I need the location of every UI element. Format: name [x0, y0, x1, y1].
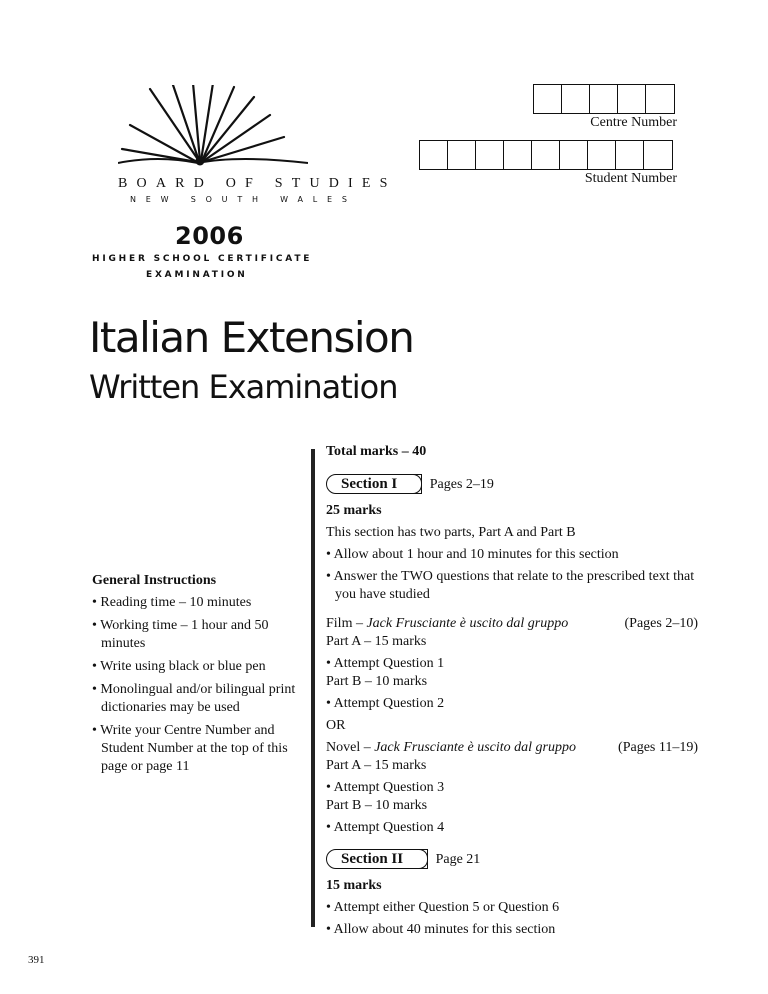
general-instructions-heading: General Instructions [92, 573, 217, 588]
novel-option-row [326, 739, 698, 757]
novel-prefix: Novel – [326, 740, 375, 755]
student-number-cell[interactable] [476, 141, 504, 169]
exam-subtitle: Written Examination [89, 368, 398, 406]
novel-part-b: Part B – 10 marks [326, 798, 428, 813]
section-2-bullet: • Attempt either Question 5 or Question 6 [326, 899, 726, 917]
centre-number-label: Centre Number [590, 115, 677, 130]
student-number-cell[interactable] [448, 141, 476, 169]
section-1-bullet: • Allow about 1 hour and 10 minutes for this section [326, 546, 726, 564]
student-number-cell[interactable] [420, 141, 448, 169]
centre-number-cell[interactable] [562, 85, 590, 113]
film-pages: (Pages 2–10) [624, 616, 698, 631]
novel-option [326, 739, 576, 757]
instruction-item: • Write your Centre Number and Student Number at the top of this page or page 11 [92, 722, 307, 776]
student-number-cell[interactable] [560, 141, 588, 169]
student-number-boxes[interactable] [419, 140, 673, 170]
page-number: 391 [28, 954, 45, 966]
instruction-item: • Reading time – 10 minutes [92, 594, 307, 612]
novel-part-a-bullet: • Attempt Question 3 [326, 779, 726, 797]
film-title: Jack Frusciante è uscito dal gruppo [366, 616, 569, 631]
section-2-header [326, 849, 726, 869]
column-divider [311, 449, 315, 927]
novel-part-b-bullet: • Attempt Question 4 [326, 819, 726, 837]
section-1-intro: This section has two parts, Part A and Part B [326, 525, 576, 540]
film-option-row [326, 615, 698, 633]
centre-number-cell[interactable] [618, 85, 646, 113]
exam-year: 2006 [175, 222, 244, 250]
film-prefix: Film – [326, 616, 367, 631]
centre-number-cell[interactable] [534, 85, 562, 113]
or-separator: OR [326, 718, 346, 733]
section-1-bullet: • Answer the TWO questions that relate to the prescribed text that you have studied [326, 568, 700, 604]
section-2-marks: 15 marks [326, 878, 382, 893]
centre-number-cell[interactable] [646, 85, 674, 113]
instruction-item: • Write using black or blue pen [92, 658, 307, 676]
instruction-item: • Monolingual and/or bilingual print dictionaries may be used [92, 681, 307, 717]
general-instructions-list [92, 594, 307, 776]
novel-title: Jack Frusciante è uscito dal gruppo [374, 740, 577, 755]
centre-number-boxes[interactable] [533, 84, 675, 114]
student-number-cell[interactable] [644, 141, 672, 169]
student-number-cell[interactable] [588, 141, 616, 169]
student-number-cell[interactable] [616, 141, 644, 169]
section-1-header [326, 474, 726, 494]
student-number-label: Student Number [584, 171, 677, 186]
section-2-bullet: • Allow about 40 minutes for this section [326, 921, 726, 939]
general-instructions [92, 572, 307, 781]
instruction-item: • Working time – 1 hour and 50 minutes [92, 617, 307, 653]
board-name: BOARD OF STUDIES [118, 176, 397, 191]
film-option [326, 615, 568, 633]
centre-number-cell[interactable] [590, 85, 618, 113]
film-part-a: Part A – 15 marks [326, 634, 427, 649]
film-part-b-bullet: • Attempt Question 2 [326, 695, 726, 713]
student-number-cell[interactable] [504, 141, 532, 169]
student-number-cell[interactable] [532, 141, 560, 169]
board-of-studies-logo-icon [118, 85, 308, 167]
total-marks: Total marks – 40 [326, 444, 427, 459]
section-1-pages: Pages 2–19 [429, 477, 494, 492]
film-part-b: Part B – 10 marks [326, 674, 428, 689]
section-1-marks: 25 marks [326, 503, 382, 518]
section-1-label: Section I [326, 474, 422, 494]
certificate-line-1: HIGHER SCHOOL CERTIFICATE [92, 254, 313, 264]
section-2-label: Section II [326, 849, 428, 869]
board-state: NEW SOUTH WALES [130, 195, 357, 204]
section-2-pages: Page 21 [435, 852, 481, 867]
certificate-line-2: EXAMINATION [146, 270, 248, 280]
exam-structure [326, 443, 726, 939]
novel-part-a: Part A – 15 marks [326, 758, 427, 773]
film-part-a-bullet: • Attempt Question 1 [326, 655, 726, 673]
novel-pages: (Pages 11–19) [618, 740, 698, 755]
exam-title: Italian Extension [89, 313, 414, 362]
